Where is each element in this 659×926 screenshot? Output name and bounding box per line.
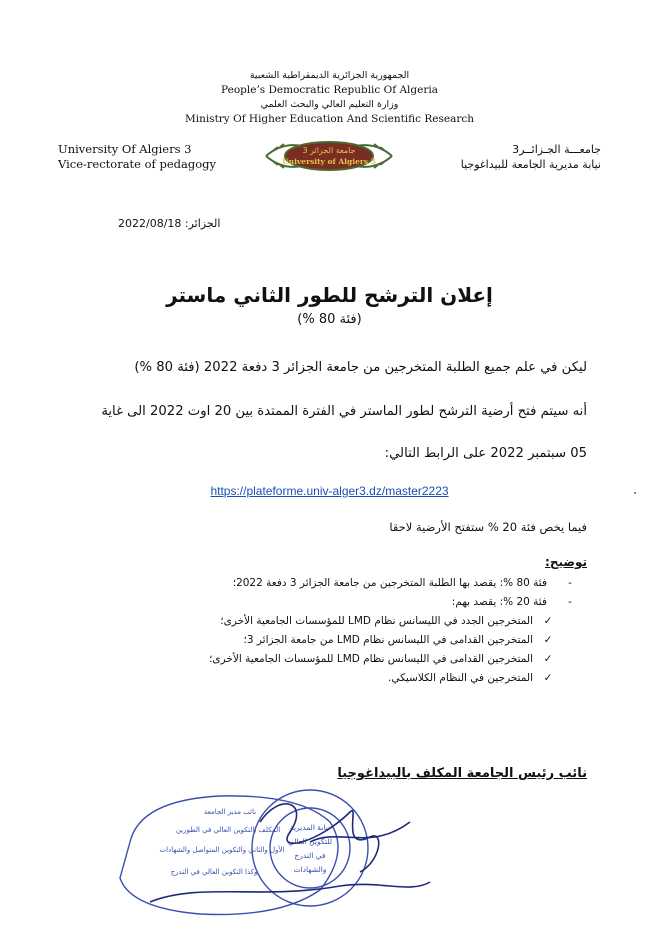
logo-text-ar: جامعة الجزائر 3 — [302, 146, 356, 155]
check-item-4 — [59, 669, 557, 688]
round-stamp — [252, 790, 368, 906]
logo-text-en: University of Algiers 3 — [282, 157, 376, 166]
check-item-2 — [59, 631, 557, 650]
check-item-3 — [59, 650, 557, 669]
explanation-heading: توضيح: — [545, 555, 587, 569]
check-item-text: المتخرجين في النظام الكلاسيكي. — [388, 672, 533, 684]
ministry-ar: وزارة التعليم العالي والبحث العلمي — [260, 99, 399, 110]
application-link[interactable]: https://plateforme.univ-alger3.dz/master2223 — [210, 484, 449, 498]
check-item-1 — [59, 612, 557, 631]
check-icon: ✓ — [543, 672, 553, 684]
oval-stamp-line-2: المكلف بالتكوين العالي في الطورين — [175, 826, 281, 834]
round-stamp-line-1: نيابة المديرية — [289, 823, 331, 832]
oval-stamp-line-1: نائب مدير الجامعة — [203, 808, 257, 816]
check-item-text: المتخرجين الجدد في الليسانس نظام LMD للمؤسسات الجامعية الأخرى؛ — [220, 615, 533, 627]
document-date: الجزائر: 2022/08/18 — [118, 217, 221, 230]
oval-stamp-line-3: الأول والثاني والتكوين المتواصل والشهادات — [159, 846, 285, 854]
explanation-list — [59, 574, 579, 688]
university-name-ar: جامعـــة الجـزائــر3 — [512, 143, 601, 156]
official-stamps — [110, 782, 490, 922]
body-line-1: ليكن في علم جميع الطلبة المتخرجين من جامعة الجزائر 3 دفعة 2022 (فئة 80 %) — [134, 360, 587, 375]
note-20-percent: فيما يخص فئة 20 % ستفتح الأرضية لاحقا — [389, 520, 587, 534]
university-block-en — [58, 142, 216, 172]
page-subtitle: (فئة 80 %) — [297, 312, 362, 327]
vice-rectorate-en: Vice-rectorate of pedagogy — [58, 157, 217, 171]
check-item-text: المتخرجين القدامى في الليسانس نظام LMD من جامعة الجزائر 3؛ — [243, 634, 533, 646]
check-icon: ✓ — [543, 653, 553, 665]
dash-item-2 — [59, 593, 579, 612]
dash-item-1 — [59, 574, 579, 593]
check-icon: ✓ — [543, 615, 553, 627]
university-logo — [262, 136, 396, 176]
university-block-ar — [461, 142, 601, 172]
republic-ar: الجمهورية الجزائرية الديمقراطية الشعبية — [249, 70, 410, 81]
round-stamp-line-2: للتكوين العالي — [287, 837, 333, 846]
check-list — [59, 612, 557, 688]
round-stamp-line-4: والشهادات — [293, 865, 327, 874]
vice-rectorate-ar: نيابة مديرية الجامعة للبيداغوجيا — [460, 158, 601, 171]
speck — [634, 492, 636, 494]
dash-bullet: - — [568, 577, 572, 589]
check-icon: ✓ — [543, 634, 553, 646]
dash-bullet: - — [568, 596, 572, 608]
check-item-text: المتخرجين القدامى في الليسانس نظام LMD للمؤسسات الجامعية الأخرى؛ — [209, 653, 533, 665]
round-stamp-line-3: في التدرج — [294, 851, 326, 860]
ministry-en: Ministry Of Higher Education And Scientific Research — [184, 113, 475, 125]
signature-title: نائب رئيس الجامعة المكلف بالبيداغوجيا — [337, 766, 587, 781]
dash-item-text: فئة 20 %: يقصد بهم: — [451, 596, 547, 608]
body-line-3: 05 سبتمبر 2022 على الرابط التالي: — [384, 446, 587, 461]
page-title: إعلان الترشح للطور الثاني ماستر — [166, 283, 493, 307]
oval-stamp-line-4: وكذا التكوين العالي في التدرج — [170, 868, 258, 876]
university-name-en: University Of Algiers 3 — [58, 142, 192, 156]
dash-item-text: فئة 80 %: يقصد بها الطلبة المتخرجين من جامعة الجزائر 3 دفعة 2022؛ — [232, 577, 547, 589]
republic-en: People’s Democratic Republic Of Algeria — [221, 84, 438, 96]
body-line-2: أنه سيتم فتح أرضية الترشح لطور الماستر في الفترة الممتدة بين 20 اوت 2022 الى غاية — [101, 404, 587, 419]
